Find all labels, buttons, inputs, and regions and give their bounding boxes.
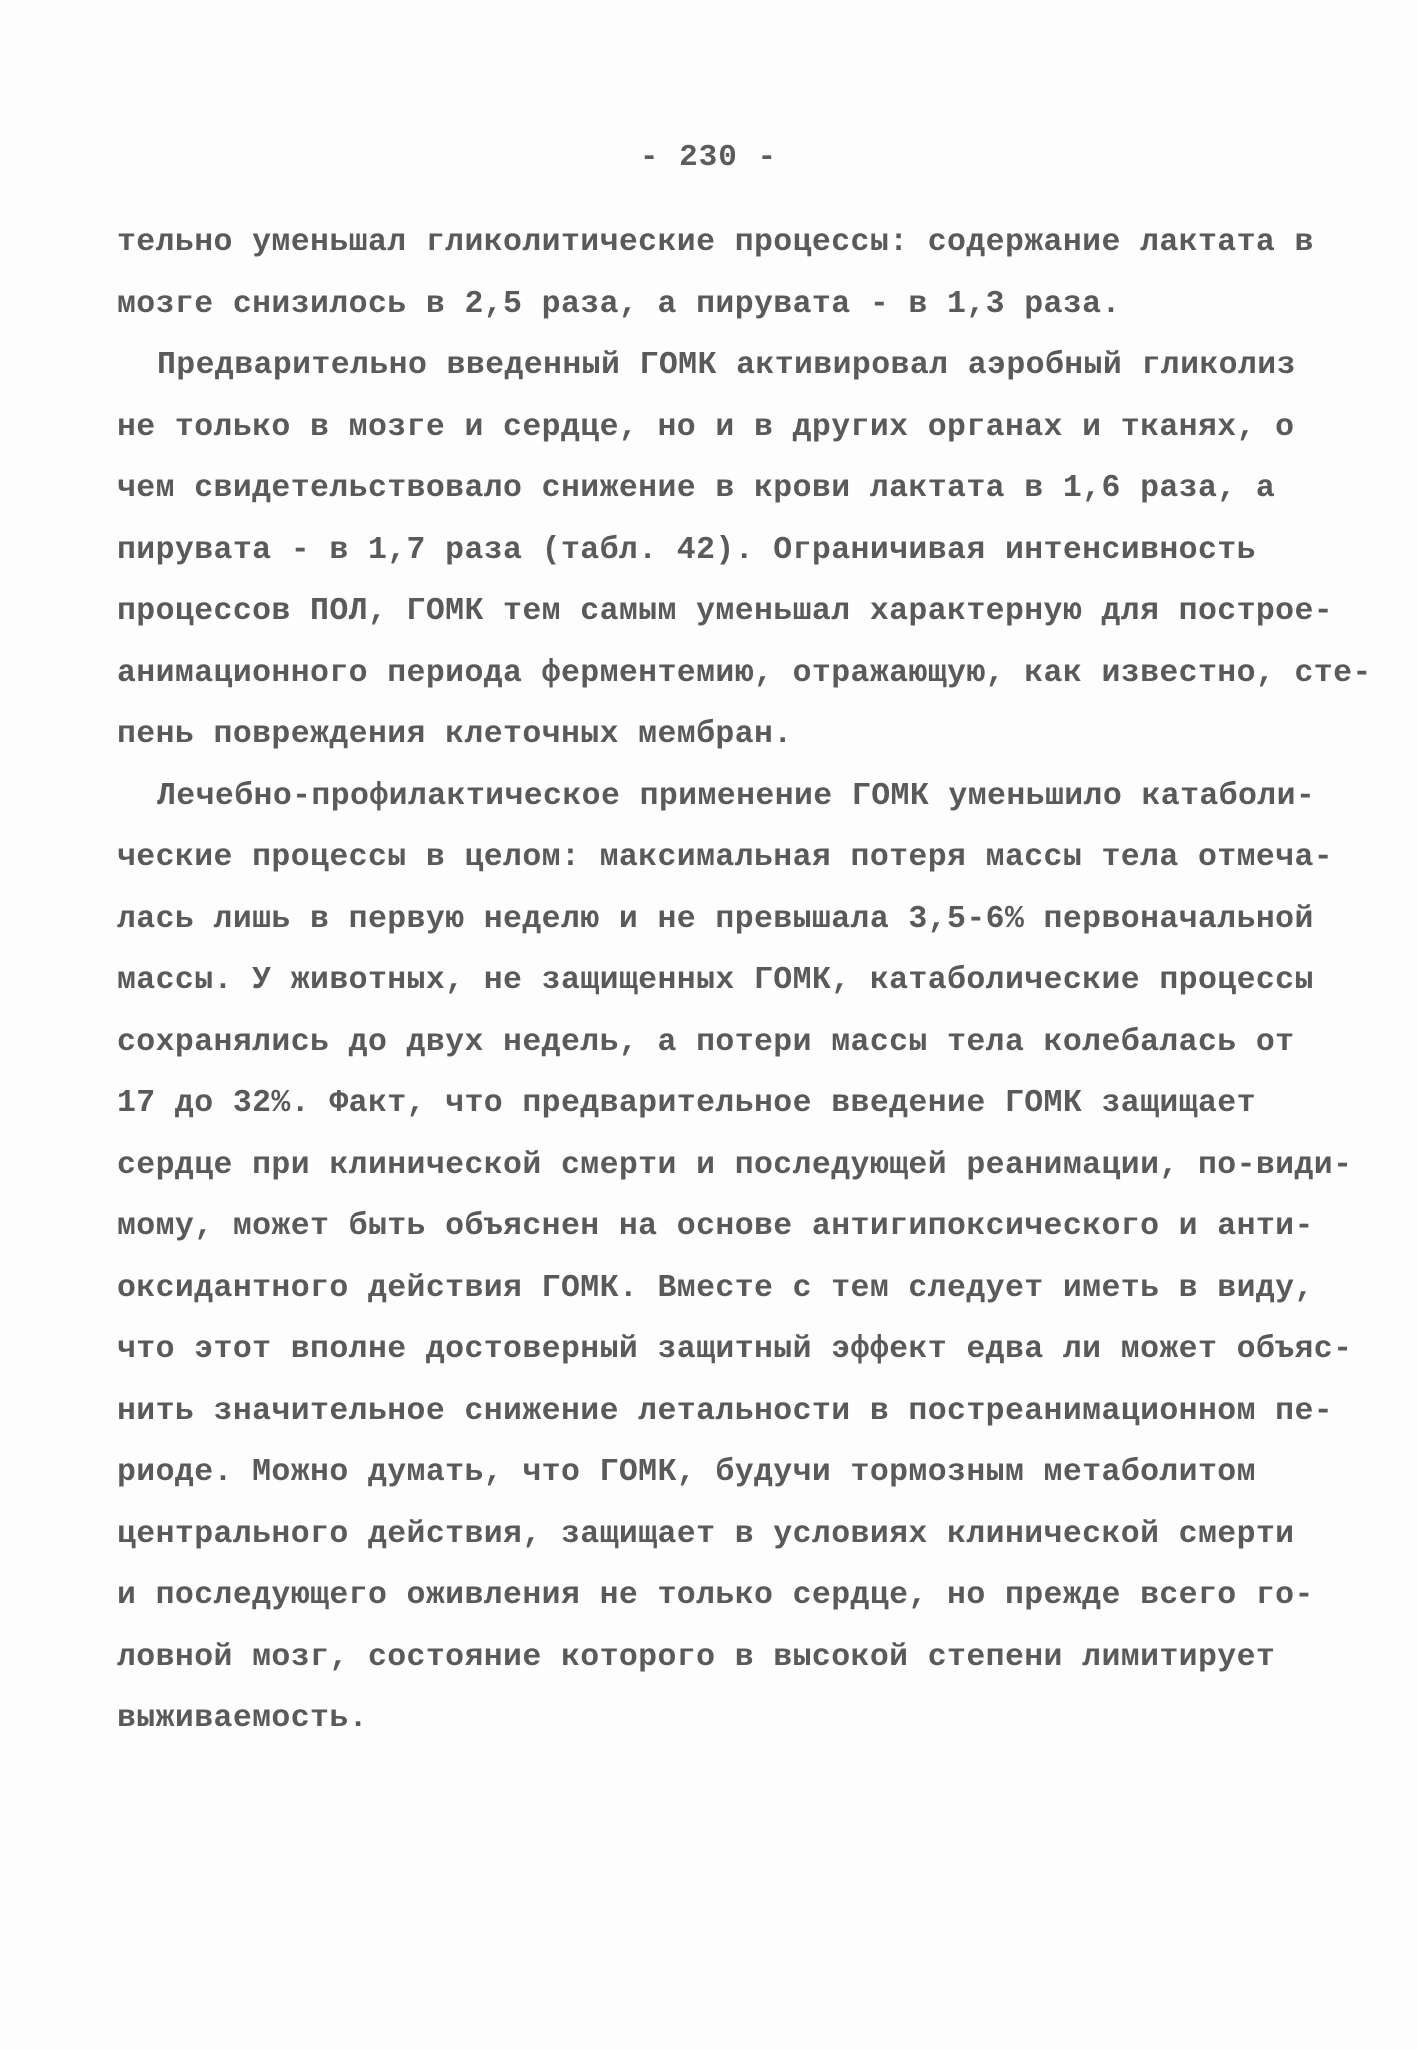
text-line: мому, может быть объяснен на основе антигипоксического и анти- (117, 1209, 1314, 1244)
text-line: ческие процессы в целом: максимальная потеря массы тела отмеча- (117, 840, 1334, 875)
text-line: сохранялись до двух недель, а потери массы тела колебалась от (117, 1024, 1295, 1060)
page-number: - 230 - (639, 140, 778, 175)
text-line: оксидантного действия ГОМК. Вместе с тем следует иметь в виду, (117, 1270, 1314, 1306)
text-line: мозге снизилось в 2,5 раза, а пирувата - в 1,3 раза. (117, 286, 1121, 322)
text-line: 17 до 32%. Факт, что предварительное введение ГОМК защищает (117, 1086, 1256, 1121)
text-line: чем свидетельствовало снижение в крови лактата в 1,6 раза, а (117, 471, 1276, 506)
text-line: тельно уменьшал гликолитические процессы: содержание лактата в (117, 225, 1314, 260)
text-line: и последующего оживления не только сердце, но прежде всего го- (117, 1578, 1314, 1613)
text-line: ловной мозг, состояние которого в высокой степени лимитирует (117, 1639, 1276, 1675)
text-line: лась лишь в первую неделю и не превышала 3,5-6% первоначальной (117, 901, 1314, 937)
text-line: нить значительное снижение летальности в постреанимационном пе- (117, 1393, 1334, 1429)
text-line: Лечебно-профилактическое применение ГОМК уменьшило катаболи- (157, 778, 1316, 814)
text-line: массы. У животных, не защищенных ГОМК, катаболические процессы (117, 963, 1314, 998)
text-line: центрального действия, защищает в условиях клинической смерти (117, 1516, 1295, 1552)
text-line: что этот вполне достоверный защитный эффект едва ли может объяс- (117, 1332, 1353, 1367)
text-line: сердце при клинической смерти и последующей реанимации, по-види- (117, 1147, 1353, 1183)
text-line: процессов ПОЛ, ГОМК тем самым уменьшал характерную для построе- (117, 594, 1334, 629)
text-line: риоде. Можно думать, что ГОМК, будучи тормозным метаболитом (117, 1455, 1256, 1490)
text-line: Предварительно введенный ГОМК активировал аэробный гликолиз (157, 348, 1296, 383)
text-line: не только в мозге и сердце, но и в других органах и тканях, о (117, 409, 1295, 445)
text-line: анимационного периода ферментемию, отражающую, как известно, сте- (117, 655, 1372, 691)
text-line: выживаемость. (117, 1701, 368, 1736)
text-line: пень повреждения клеточных мембран. (117, 717, 793, 752)
text-line: пирувата - в 1,7 раза (табл. 42). Ограничивая интенсивность (117, 532, 1256, 568)
body-text (117, 212, 1372, 1750)
